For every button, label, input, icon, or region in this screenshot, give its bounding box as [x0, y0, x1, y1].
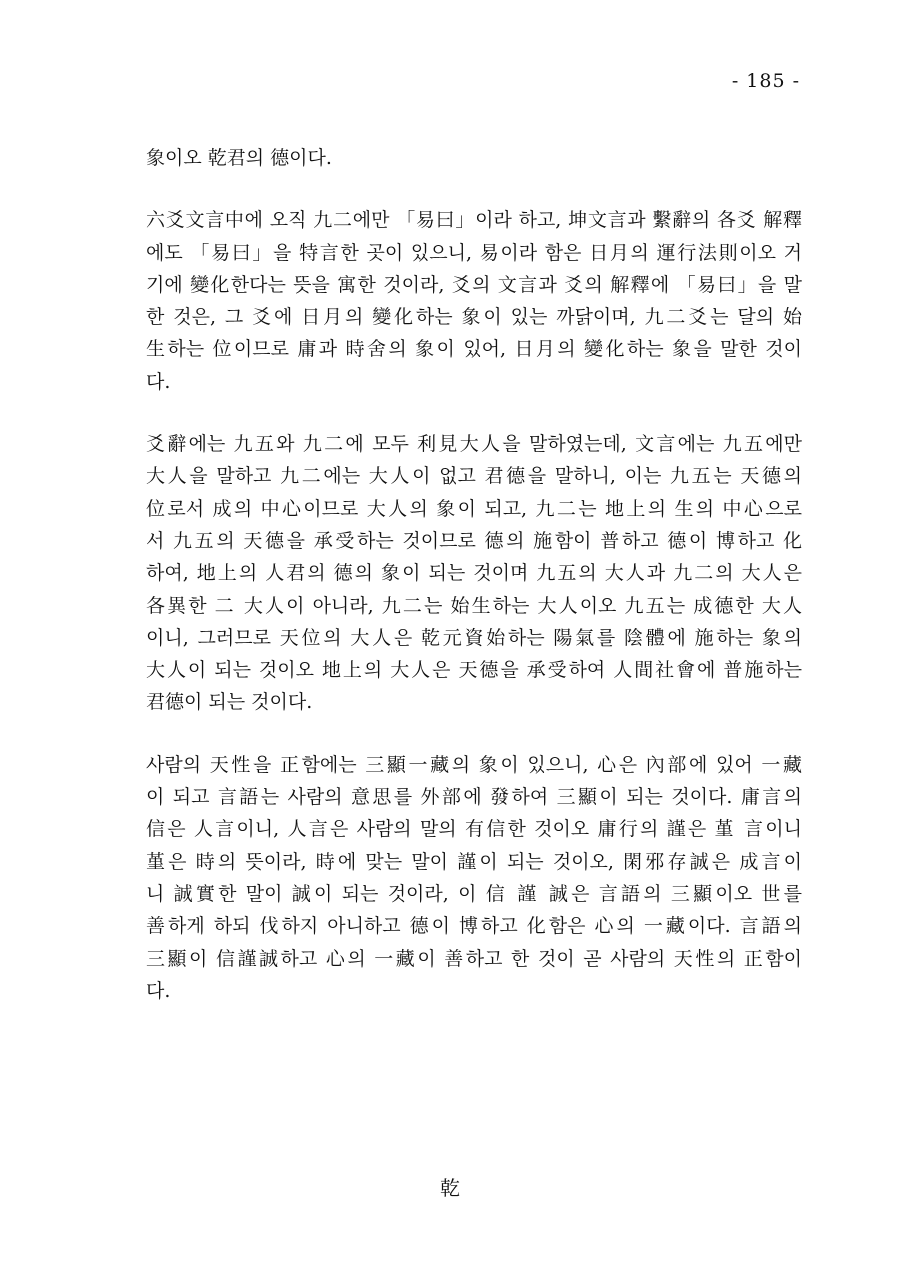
text-line: 사람의 天性을 正함에는 三顯一藏의 象이 있으니, 心은 內部에 있어 一藏 — [146, 753, 802, 776]
text-line: 에도 「易曰」을 特言한 곳이 있으니, 易이라 함은 日月의 運行法則이오 거 — [146, 241, 802, 264]
text-line: 기에 變化한다는 뜻을 寓한 것이라, 爻의 文言과 爻의 解釋에 「易曰」을 말 — [146, 273, 802, 296]
text-line: 象이오 乾君의 德이다. — [146, 147, 332, 169]
text-line: 서 九五의 天德을 承受하는 것이므로 德의 施함이 普하고 德이 博하고 化 — [146, 529, 802, 552]
text-line: 位로서 成의 中心이므로 大人의 象이 되고, 九二는 地上의 生의 中心으로 — [146, 497, 802, 520]
paragraph-1 — [146, 142, 802, 174]
text-line: 善하게 하되 伐하지 아니하고 德이 博하고 化함은 心의 一藏이다. 言語의 — [146, 915, 802, 938]
text-line: 하여, 地上의 人君의 德의 象이 되는 것이며 九五의 大人과 九二의 大人은 — [146, 562, 802, 585]
paragraph-3 — [146, 428, 802, 719]
text-line: 이니, 그러므로 天位의 大人은 乾元資始하는 陽氣를 陰體에 施하는 象의 — [146, 626, 802, 649]
text-line: 堇은 時의 뜻이라, 時에 맞는 말이 謹이 되는 것이오, 閑邪存誠은 成言이 — [146, 850, 802, 873]
text-line: 爻辭에는 九五와 九二에 모두 利見大人을 말하였는데, 文言에는 九五에만 — [146, 433, 802, 456]
text-line: 六爻文言中에 오직 九二에만 「易曰」이라 하고, 坤文言과 繫辭의 各爻 解釋 — [146, 209, 802, 232]
paragraph-2 — [146, 204, 802, 398]
text-line: 다. — [146, 979, 171, 1002]
text-line: 이 되고 言語는 사람의 意思를 外部에 發하여 三顯이 되는 것이다. 庸言의 — [146, 786, 802, 809]
text-line: 生하는 位이므로 庸과 時舍의 象이 있어, 日月의 變化하는 象을 말한 것이 — [146, 338, 802, 361]
text-line: 信은 人言이니, 人言은 사람의 말의 有信한 것이오 庸行의 謹은 堇 言이니 — [146, 818, 802, 841]
text-line: 大人이 되는 것이오 地上의 大人은 天德을 承受하여 人間社會에 普施하는 — [146, 659, 802, 682]
text-line: 니 誠實한 말이 誠이 되는 것이라, 이 信 謹 誠은 言語의 三顯이오 世를 — [146, 882, 802, 905]
document-body — [146, 142, 802, 1037]
footer-label: 乾 — [440, 1176, 460, 1200]
text-line: 三顯이 信謹誠하고 心의 一藏이 善하고 한 것이 곧 사람의 天性의 正함이 — [146, 947, 802, 970]
text-line: 다. — [146, 370, 171, 393]
text-line: 君德이 되는 것이다. — [146, 691, 313, 714]
text-line: 大人을 말하고 九二에는 大人이 없고 君德을 말하니, 이는 九五는 天德의 — [146, 465, 802, 488]
paragraph-4 — [146, 749, 802, 1007]
page-number: - 185 - — [731, 70, 800, 92]
text-line: 各異한 二 大人이 아니라, 九二는 始生하는 大人이오 九五는 成德한 大人 — [146, 594, 802, 617]
text-line: 한 것은, 그 爻에 日月의 變化하는 象이 있는 까닭이며, 九二爻는 달의 始 — [146, 306, 802, 329]
